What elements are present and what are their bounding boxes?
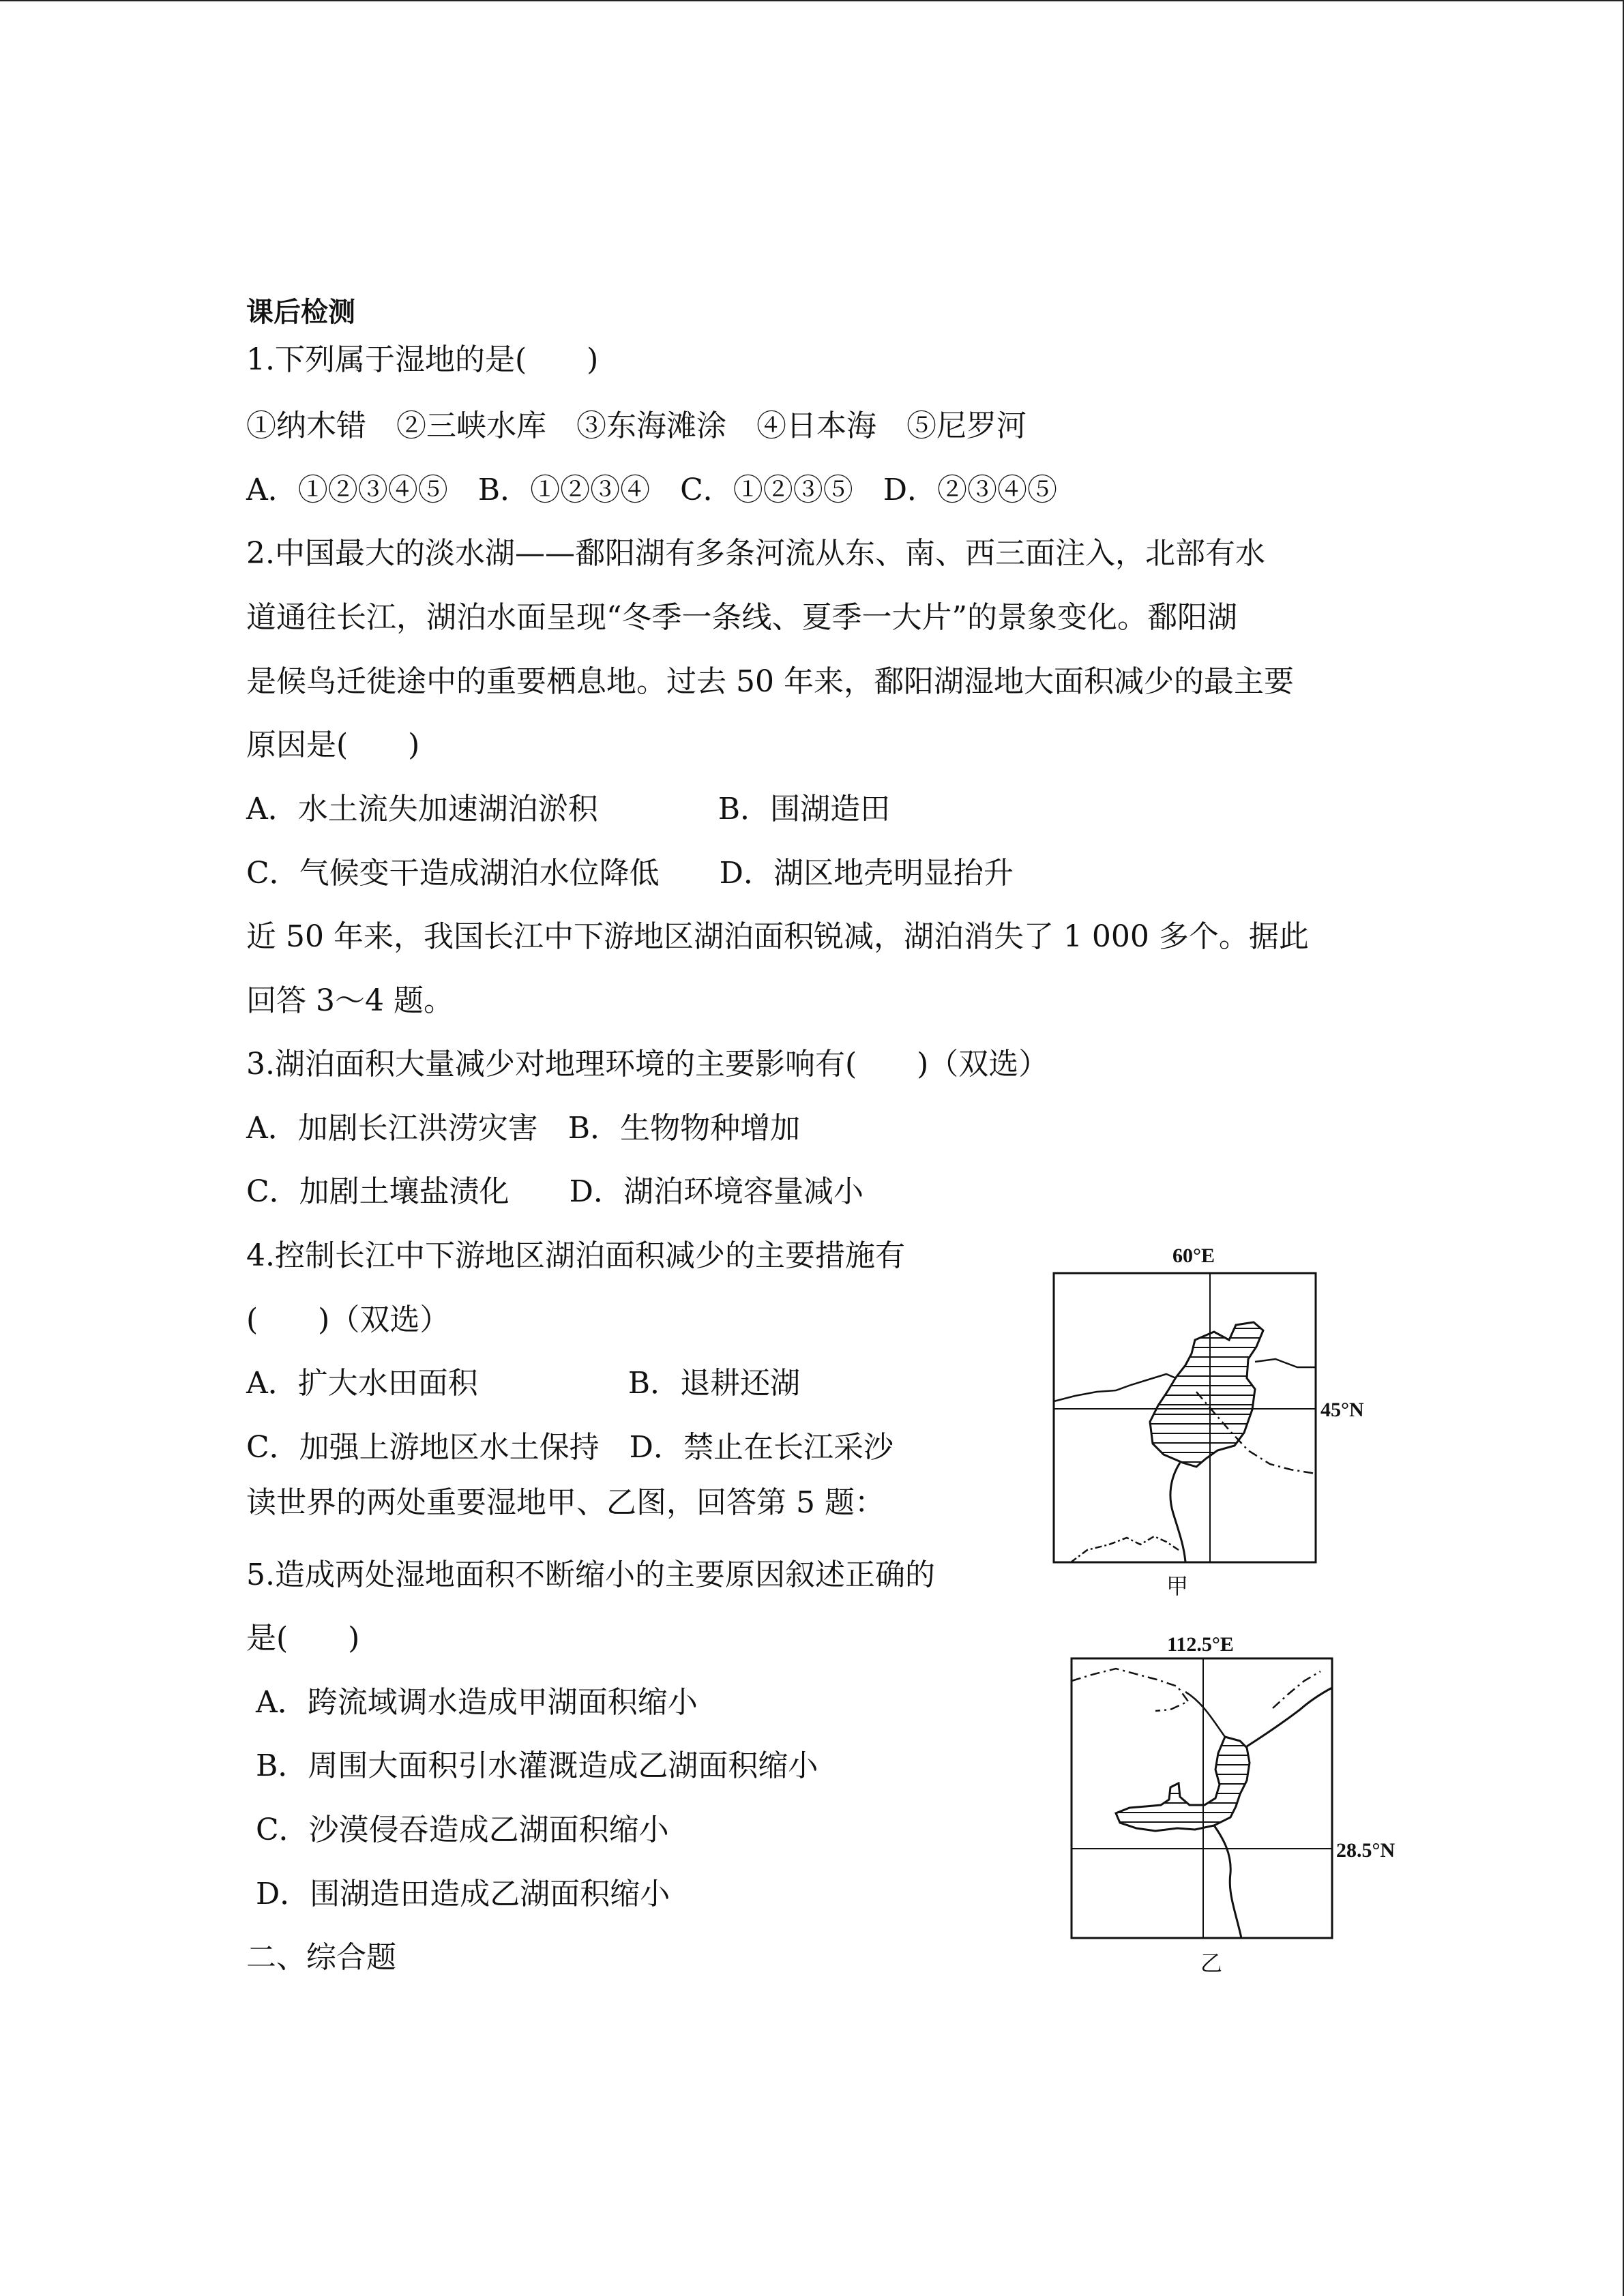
map-yi-frame bbox=[1072, 1658, 1332, 1938]
map-jia-coastline-east bbox=[1255, 1359, 1316, 1367]
map-jia-river bbox=[1170, 1463, 1185, 1562]
map-jia-longitude-label: 60°E bbox=[1172, 1244, 1215, 1267]
q5-option-a: A．跨流域调水造成甲湖面积缩小 bbox=[246, 1685, 698, 1720]
q3-options-row-2: C．加剧土壤盐渍化 D．湖泊环境容量减小 bbox=[246, 1174, 863, 1209]
q5-option-c: C．沙漠侵吞造成乙湖面积缩小 bbox=[246, 1813, 669, 1847]
q2-options-row-2: C．气候变干造成湖泊水位降低 D．湖区地壳明显抬升 bbox=[246, 856, 1014, 891]
q2-stem-line-1: 2.中国最大的淡水湖——鄱阳湖有多条河流从东、南、西三面注入，北部有水 bbox=[246, 536, 1265, 571]
q3-stem: 3.湖泊面积大量减少对地理环境的主要影响有( )（双选） bbox=[246, 1047, 1049, 1082]
q4-options-row-1: A．扩大水田面积 B．退耕还湖 bbox=[246, 1366, 801, 1401]
q4-stem-line-1: 4.控制长江中下游地区湖泊面积减少的主要措施有 bbox=[246, 1238, 905, 1273]
q5-stem-line-1: 5.造成两处湿地面积不断缩小的主要原因叙述正确的 bbox=[246, 1557, 935, 1592]
section-title: 课后检测 bbox=[246, 296, 355, 328]
map-yi-yangtze bbox=[1247, 1688, 1332, 1746]
q5-stem-line-2: 是( ) bbox=[246, 1621, 360, 1656]
map-yi-longitude-label: 112.5°E bbox=[1167, 1633, 1234, 1656]
passage-3-4-line-1: 近 50 年来，我国长江中下游地区湖泊面积锐减，湖泊消失了 1 000 多个。据此 bbox=[246, 919, 1309, 954]
q1-items: ①纳木错 ②三峡水库 ③东海滩涂 ④日本海 ⑤尼罗河 bbox=[246, 408, 1027, 443]
map-yi-river-north bbox=[1185, 1692, 1225, 1737]
map-yi-river bbox=[1214, 1825, 1241, 1938]
map-yi-border-east bbox=[1273, 1671, 1320, 1708]
map-yi-border bbox=[1072, 1669, 1188, 1711]
page-border-top bbox=[0, 0, 1624, 1]
q3-options-row-1: A．加剧长江洪涝灾害 B．生物物种增加 bbox=[246, 1111, 801, 1146]
passage-5: 读世界的两处重要湿地甲、乙图，回答第 5 题： bbox=[246, 1485, 885, 1520]
q2-stem-line-3: 是候鸟迁徙途中的重要栖息地。过去 50 年来，鄱阳湖湿地大面积减少的最主要 bbox=[246, 664, 1294, 699]
q2-stem-line-2: 道通往长江，湖泊水面呈现“冬季一条线、夏季一大片”的景象变化。鄱阳湖 bbox=[246, 600, 1237, 635]
map-jia-caption: 甲 bbox=[1166, 1573, 1189, 1599]
q5-option-d: D．围湖造田造成乙湖面积缩小 bbox=[246, 1877, 670, 1911]
q2-stem-line-4: 原因是( ) bbox=[246, 728, 420, 762]
q5-option-b: B．周围大面积引水灌溉造成乙湖面积缩小 bbox=[246, 1748, 818, 1783]
q4-stem-line-2: ( )（双选） bbox=[246, 1302, 450, 1337]
q4-options-row-2: C．加强上游地区水土保持 D．禁止在长江采沙 bbox=[246, 1430, 894, 1465]
map-jia-latitude-label: 45°N bbox=[1320, 1399, 1364, 1421]
map-jia-coastline-north bbox=[1054, 1374, 1176, 1401]
q1-stem: 1.下列属于湿地的是( ) bbox=[246, 342, 599, 377]
map-yi bbox=[1068, 1626, 1436, 1981]
map-jia-lake bbox=[1150, 1322, 1263, 1467]
passage-3-4-line-2: 回答 3～4 题。 bbox=[246, 983, 454, 1018]
q2-options-row-1: A．水土流失加速湖泊淤积 B．围湖造田 bbox=[246, 792, 891, 826]
q1-options: A．①②③④⑤ B．①②③④ C．①②③⑤ D．②③④⑤ bbox=[246, 473, 1058, 507]
section-2-title: 二、综合题 bbox=[246, 1940, 396, 1975]
map-yi-caption: 乙 bbox=[1200, 1950, 1223, 1976]
map-yi-latitude-label: 28.5°N bbox=[1336, 1839, 1396, 1862]
map-jia bbox=[1050, 1238, 1364, 1606]
map-yi-lake bbox=[1116, 1737, 1250, 1831]
map-jia-coastline-south bbox=[1071, 1536, 1179, 1562]
